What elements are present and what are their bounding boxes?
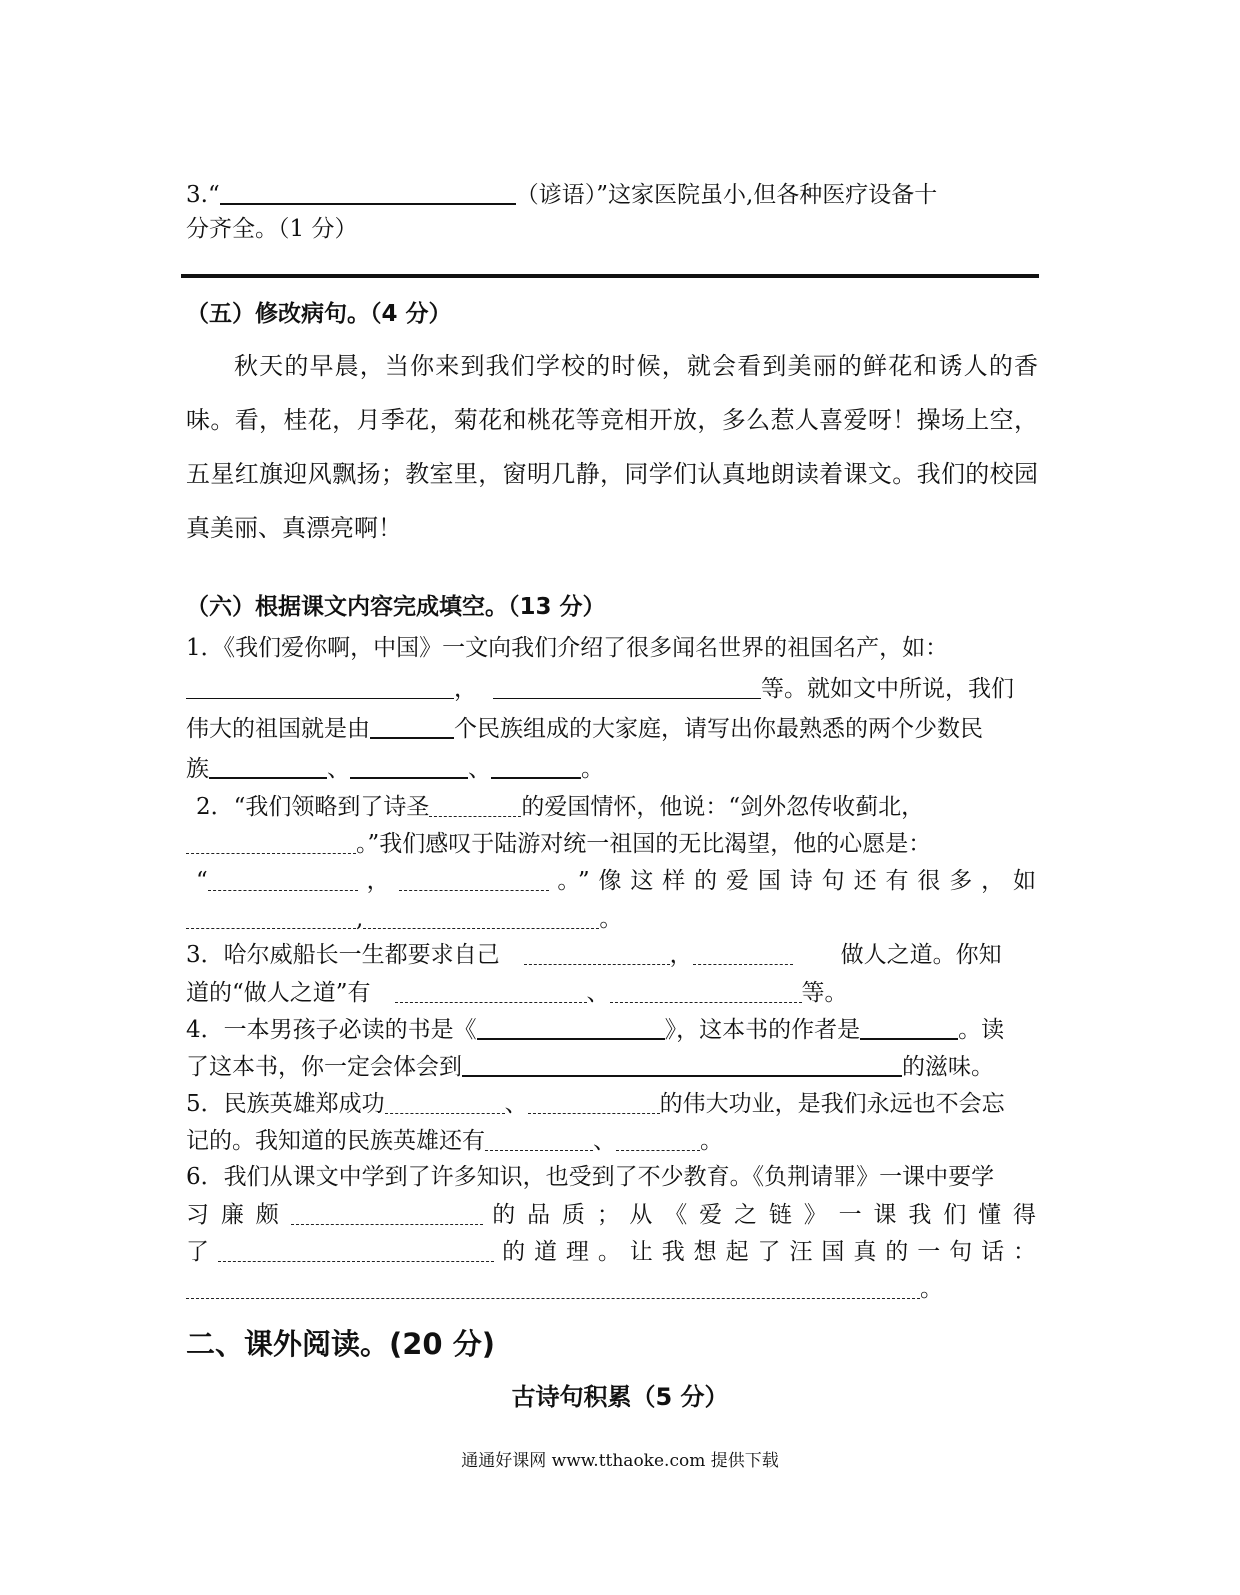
q4-line2 [186,1056,994,1079]
q1-line3 [186,718,983,741]
q4-line1-b: 》，这本书的作者是 [664,1017,861,1043]
separator: ， [454,676,477,702]
section5-paragraph [186,339,1038,555]
separator: , [356,906,364,932]
q1-line2-text: 等。就如文中所说，我们 [761,676,1014,702]
q4-line1-c: 。读 [958,1017,1005,1043]
page-footer: 通通好课网 www.tthaoke.com 提供下载 [461,1451,779,1471]
q1-line3-end: 个民族组成的大家庭，请写出你最熟悉的两个少数民 [454,716,983,742]
q2-line3-c: 。”像这样的爱国诗句还有很多，如 [548,868,1036,894]
q2-line2-end: 。”我们感叹于陆游对统一祖国的无比渴望，他的心愿是： [356,831,932,857]
q4-blank-feeling[interactable] [462,1074,902,1077]
q5-line2-a: 记的。我知道的民族英雄还有 [186,1128,485,1154]
q5-line2 [186,1130,723,1153]
q1-line4 [186,758,604,781]
q3-blank3[interactable] [395,1001,587,1003]
q1-line4-start: 族 [186,756,209,782]
quote-open: “ [196,868,208,894]
period: 。 [700,1128,723,1154]
q5-blank2[interactable] [528,1112,660,1114]
section6-title: （六）根据课文内容完成填空。（13 分） [186,594,606,620]
section5-title: （五）修改病句。（4 分） [186,301,452,327]
part2-subtitle: 古诗句积累（5 分） [511,1383,729,1411]
separator: ， [357,868,399,894]
q6-blank-quote[interactable] [186,1297,920,1299]
q4-line2-b: 的滋味。 [902,1054,994,1080]
faulty-sentence-paragraph: 秋天的早晨，当你来到我们学校的时候，就会看到美丽的鲜花和诱人的香味。看，桂花，月季花，菊花和桃花等竞相开放，多么惹人喜爱呀！操场上空，五星红旗迎风飘扬；教室里，窗明几静，同学们认真地朗读着课文。我们的校园真美丽、真漂亮啊！ [186,352,1038,542]
proverb-question-line1 [186,184,937,207]
q3-blank1[interactable] [524,963,670,965]
q1-blank-ethnic-count[interactable] [370,736,454,739]
q6-line2-b: 的 品 质 ； 从 《 爱 之 链 》 一 课 我 们 懂 得 [492,1202,1037,1228]
period: 。 [581,756,604,782]
q2-line2 [186,833,931,856]
q6-blank-quality[interactable] [291,1223,483,1225]
question-text: （谚语）”这家医院虽小,但各种医疗设备十 [515,182,938,208]
period: 。 [920,1276,943,1302]
q3-blank4[interactable] [610,1001,802,1003]
separator: 、 [468,756,491,782]
q2-line4 [186,908,622,931]
separator: 、 [593,1128,616,1154]
q6-line4 [186,1278,943,1301]
separator: 、 [504,1091,528,1117]
q3-line2-c: 等。 [801,980,848,1006]
question-number: 3.“ [186,182,220,208]
q2-blank-poet[interactable] [429,815,521,817]
q3-line2-a: 道的“做人之道”有 [186,980,371,1006]
q4-line2-a: 了这本书，你一定会体会到 [186,1054,462,1080]
q3-line1 [186,944,1002,967]
q1-blank-ethnic3[interactable] [491,776,581,779]
separator: ， [669,942,693,968]
q4-line1-a: 4．一本男孩子必读的书是《 [186,1017,477,1043]
q6-line2-a: 习 廉 颇 [186,1202,282,1228]
proverb-question-line2: 分齐全。（1 分） [186,216,358,242]
q2-blank-wish2[interactable] [399,889,549,891]
q2-blank-example2[interactable] [363,927,599,929]
q6-line1: 6．我们从课文中学到了许多知识，也受到了不少教育。《负荆请罪》一课中要学 [186,1164,995,1190]
q5-blank1[interactable] [385,1112,505,1114]
q4-blank-author[interactable] [860,1037,958,1040]
q2-line3 [196,870,1036,893]
q2-blank-wish1[interactable] [208,889,358,891]
q2-line1-b: 的爱国情怀，他说：“剑外忽传收蓟北， [521,794,925,820]
q2-line1 [196,796,924,819]
q6-line2 [186,1204,1036,1227]
separator: 、 [327,756,350,782]
q4-line1 [186,1019,1004,1042]
q3-line1-a: 3．哈尔威船长一生都要求自己 [186,942,500,968]
part2-title: 二、课外阅读。(20 分) [186,1327,495,1361]
q2-blank-poem-line[interactable] [186,852,356,854]
q2-line1-a: 2．“我们领略到了诗圣 [196,794,430,820]
q6-blank-lesson[interactable] [218,1260,494,1262]
q5-line1-a: 5．民族英雄郑成功 [186,1091,385,1117]
q5-blank3[interactable] [485,1149,593,1151]
section-divider [181,274,1039,278]
period: 。 [599,906,623,932]
q5-line1-c: 的伟大功业，是我们永远也不会忘 [659,1091,1005,1117]
proverb-blank[interactable] [220,202,516,205]
q3-blank2[interactable] [693,963,793,965]
q6-line3 [186,1241,1036,1264]
q5-line1 [186,1093,1005,1116]
q1-blank-ethnic2[interactable] [350,776,468,779]
q3-line2 [186,982,848,1005]
q1-line1: 1．《我们爱你啊，中国》一文向我们介绍了很多闻名世界的祖国名产，如： [186,635,949,661]
separator: 、 [586,980,610,1006]
q5-blank4[interactable] [616,1149,700,1151]
q1-blank-ethnic1[interactable] [209,776,327,779]
q2-blank-example1[interactable] [186,927,356,929]
q1-line3-start: 伟大的祖国就是由 [186,716,370,742]
q6-line3-b: 的 道 理 。 让 我 想 起 了 汪 国 真 的 一 句 话 ： [502,1239,1036,1265]
q3-line1-c: 做人之道。你知 [840,942,1002,968]
q1-line2 [186,678,1014,701]
q6-line3-a: 了 [186,1239,210,1265]
q4-blank-book[interactable] [477,1037,665,1040]
q1-blank-product1[interactable] [186,697,454,699]
q1-blank-product2[interactable] [493,697,761,699]
